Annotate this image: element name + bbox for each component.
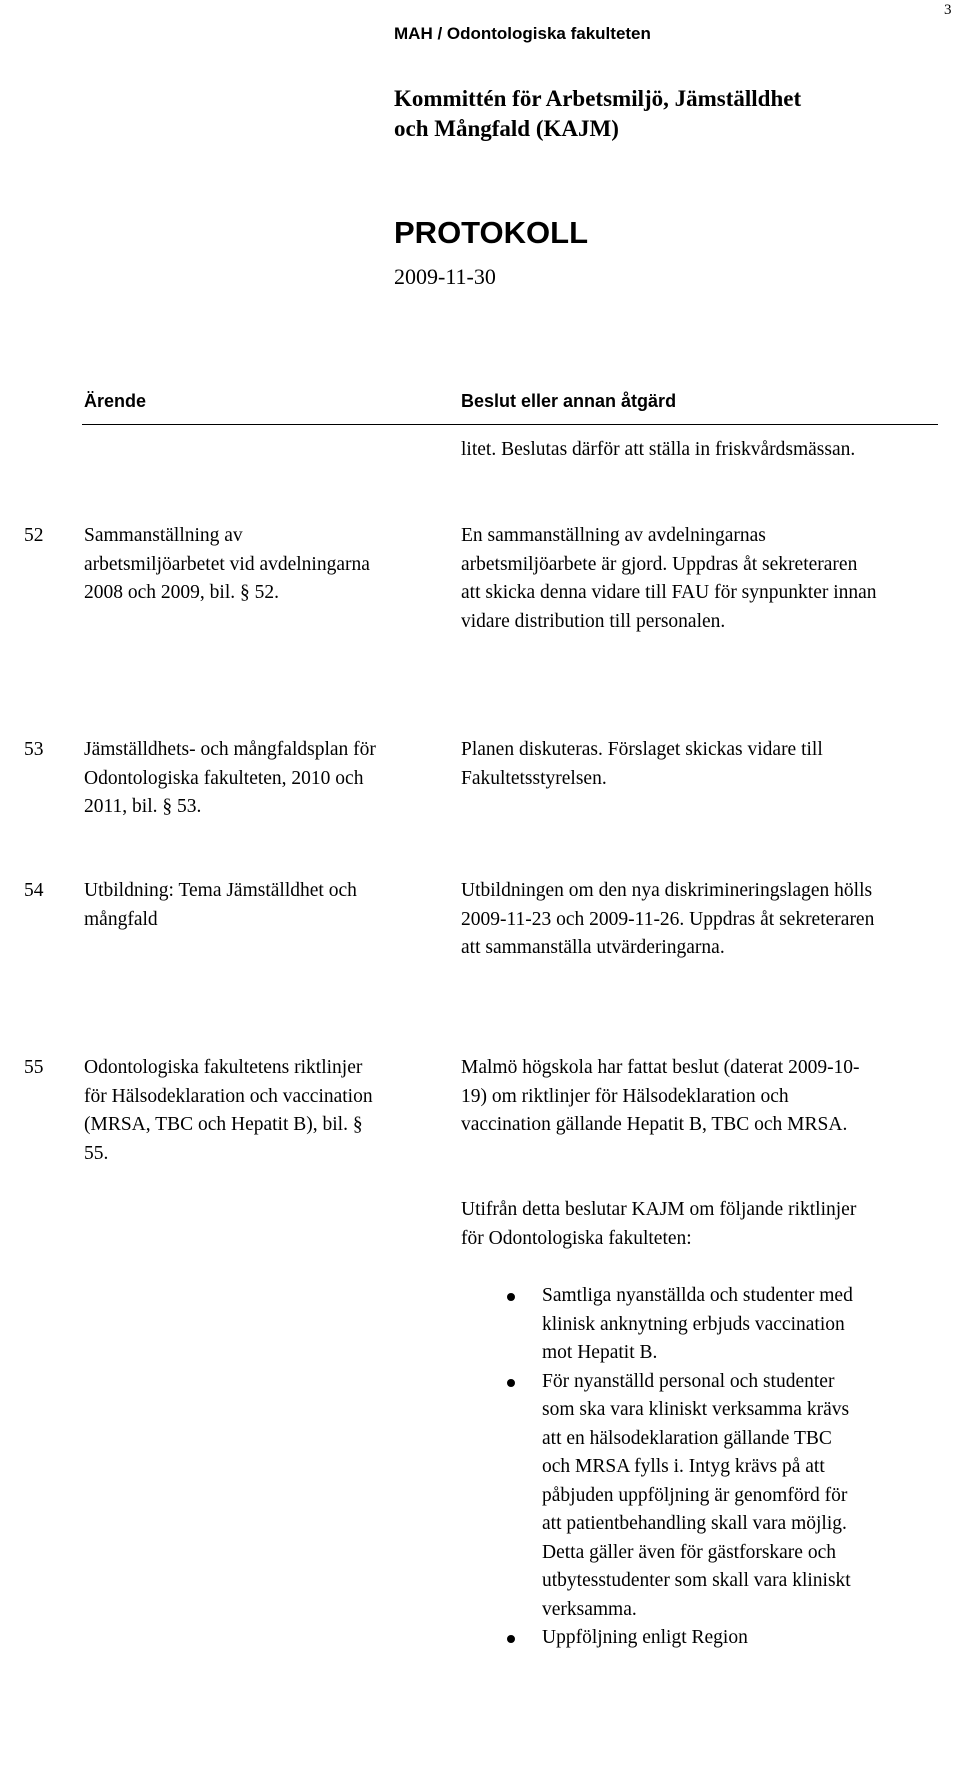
- item-number-52: 52: [24, 525, 44, 546]
- bullet-icon: [507, 1379, 515, 1387]
- guideline-text: För nyanställd personal och studenter som ska vara kliniskt verksamma krävs att en hälsodeklaration gällande TBC och MRSA fylls i. Intyg krävs på att påbjuden uppföljning är genomförd för att patientbehandling skall vara möjlig. Detta gäller även för gästforskare och utbytesstudenter som skall vara kliniskt verksamma.: [542, 1370, 851, 1620]
- item-decision-55: Malmö högskola har fattat beslut (daterat 2009-10-19) om riktlinjer för Hälsodeklaration och vaccination gällande Hepatit B, TBC och MRSA.: [461, 1057, 860, 1135]
- guideline-item: [461, 1368, 861, 1625]
- item-number-53: 53: [24, 739, 44, 760]
- guideline-list: [461, 1282, 861, 1653]
- item-title-52: Sammanställning av arbetsmiljöarbetet vid avdelningarna 2008 och 2009, bil. § 52.: [84, 525, 370, 603]
- item-title-55: Odontologiska fakultetens riktlinjer för Hälsodeklaration och vaccination (MRSA, TBC och Hepatit B), bil. § 55.: [84, 1057, 373, 1164]
- column-header-beslut: Beslut eller annan åtgärd: [461, 391, 677, 411]
- item-decision-54: Utbildningen om den nya diskrimineringslagen hölls 2009-11-23 och 2009-11-26. Uppdras åt sekreteraren att sammanställa utvärderingarna.: [461, 880, 875, 958]
- page-number: 3: [944, 2, 952, 18]
- guideline-list-container: [461, 1282, 861, 1653]
- bullet-icon: [507, 1635, 515, 1643]
- guideline-item: [461, 1624, 861, 1653]
- item-number-55: 55: [24, 1057, 44, 1078]
- item-number-54: 54: [24, 880, 44, 901]
- guideline-text: Samtliga nyanställda och studenter med klinisk anknytning erbjuds vaccination mot Hepatit B.: [542, 1285, 853, 1363]
- item-decision-52: En sammanställning av avdelningarnas arbetsmiljöarbete är gjord. Uppdras åt sekreteraren att skicka denna vidare till FAU för synpunkter innan vidare distribution till personalen.: [461, 525, 877, 632]
- header-divider: [82, 424, 938, 425]
- organization-header: MAH / Odontologiska fakulteten: [394, 24, 651, 43]
- committee-line-2: och Mångfald (KAJM): [394, 116, 619, 141]
- document-date: 2009-11-30: [394, 264, 496, 289]
- document-title: PROTOKOLL: [394, 215, 589, 250]
- guideline-item: [461, 1282, 861, 1368]
- guideline-text: Uppföljning enligt Region: [542, 1627, 748, 1648]
- column-header-arende: Ärende: [84, 391, 147, 411]
- carryover-text: litet. Beslutas därför att ställa in friskvårdsmässan.: [461, 439, 856, 460]
- bullet-icon: [507, 1293, 515, 1301]
- item-title-53: Jämställdhets- och mångfaldsplan för Odontologiska fakulteten, 2010 och 2011, bil. § 53.: [84, 739, 376, 817]
- committee-name: [394, 84, 934, 144]
- item-decision-53: Planen diskuteras. Förslaget skickas vidare till Fakultetsstyrelsen.: [461, 739, 823, 789]
- item-title-54: Utbildning: Tema Jämställdhet och mångfald: [84, 880, 357, 930]
- item-decision-55-guidelines: Utifrån detta beslutar KAJM om följande riktlinjer för Odontologiska fakulteten:: [461, 1199, 857, 1249]
- committee-line-1: Kommittén för Arbetsmiljö, Jämställdhet: [394, 86, 802, 111]
